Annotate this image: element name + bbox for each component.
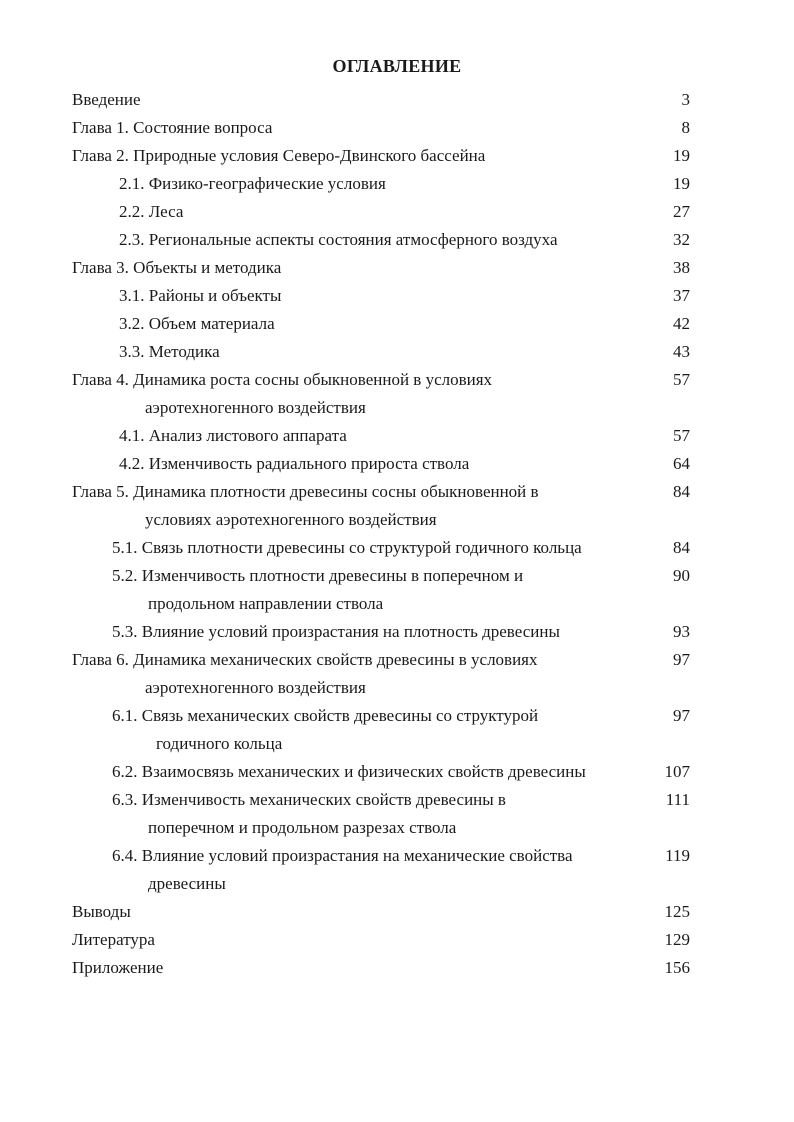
toc-entry-page-number: 19 xyxy=(673,146,690,165)
toc-entry-line: 4.2. Изменчивость радиального прироста ствола xyxy=(119,454,470,473)
toc-entry-title xyxy=(72,646,690,702)
toc-entry[interactable] xyxy=(72,898,690,926)
toc-entry-line: Глава 5. Динамика плотности древесины сосны обыкновенной в xyxy=(72,482,539,501)
toc-entry-title xyxy=(72,758,690,786)
toc-entry-continuation-line: древесины xyxy=(148,874,226,893)
toc-entry-line: 2.3. Региональные аспекты состояния атмосферного воздуха xyxy=(119,230,558,249)
toc-entry-continuation-line: аэротехногенного воздействия xyxy=(145,678,366,697)
table-of-contents xyxy=(72,86,690,982)
toc-entry-title xyxy=(72,842,690,898)
toc-entry-line: 6.2. Взаимосвязь механических и физических свойств древесины xyxy=(112,762,586,781)
toc-entry[interactable] xyxy=(72,926,690,954)
toc-entry-page-number: 38 xyxy=(673,258,690,277)
toc-entry-title xyxy=(72,534,690,562)
toc-entry-line: Литература xyxy=(72,930,155,949)
toc-entry-page-number: 129 xyxy=(664,930,690,949)
toc-entry-line: Глава 2. Природные условия Северо-Двинского бассейна xyxy=(72,146,486,165)
toc-entry-line: 3.1. Районы и объекты xyxy=(119,286,282,305)
toc-entry-page-number: 57 xyxy=(673,370,690,389)
toc-entry-title xyxy=(72,450,690,478)
toc-entry-page-number: 84 xyxy=(673,482,690,501)
toc-entry-page-number: 27 xyxy=(673,202,690,221)
toc-entry[interactable] xyxy=(72,366,690,422)
toc-entry-page-number: 107 xyxy=(664,762,690,781)
toc-entry-page-number: 8 xyxy=(681,118,690,137)
toc-entry-title xyxy=(72,786,690,842)
toc-entry-line: 5.3. Влияние условий произрастания на плотность древесины xyxy=(112,622,560,641)
toc-entry-continuation-line: продольном направлении ствола xyxy=(148,594,384,613)
toc-entry[interactable] xyxy=(72,758,690,786)
toc-entry-page-number: 32 xyxy=(673,230,690,249)
toc-entry-title xyxy=(72,702,690,758)
toc-entry-line: 2.1. Физико-географические условия xyxy=(119,174,386,193)
toc-entry[interactable] xyxy=(72,226,690,254)
toc-entry-title xyxy=(72,898,690,926)
toc-entry[interactable] xyxy=(72,310,690,338)
toc-entry[interactable] xyxy=(72,114,690,142)
toc-entry-line: 6.3. Изменчивость механических свойств древесины в xyxy=(112,790,506,809)
toc-entry[interactable] xyxy=(72,646,690,702)
toc-entry-page-number: 42 xyxy=(673,314,690,333)
toc-entry-line: Глава 6. Динамика механических свойств древесины в условиях xyxy=(72,650,538,669)
toc-entry[interactable] xyxy=(72,86,690,114)
toc-entry[interactable] xyxy=(72,702,690,758)
toc-entry-page-number: 37 xyxy=(673,286,690,305)
toc-entry-line: Выводы xyxy=(72,902,131,921)
toc-entry-page-number: 93 xyxy=(673,622,690,641)
toc-entry-line: 3.2. Объем материала xyxy=(119,314,275,333)
toc-entry-page-number: 64 xyxy=(673,454,690,473)
toc-entry-line: Глава 1. Состояние вопроса xyxy=(72,118,273,137)
toc-entry-page-number: 111 xyxy=(665,790,690,809)
toc-entry-title xyxy=(72,478,690,534)
toc-entry-line: Глава 4. Динамика роста сосны обыкновенной в условиях xyxy=(72,370,493,389)
toc-entry-page-number: 97 xyxy=(673,650,690,669)
toc-entry-continuation-line: условиях аэротехногенного воздействия xyxy=(145,510,437,529)
toc-entry-title xyxy=(72,562,690,618)
toc-entry-title xyxy=(72,254,690,282)
toc-entry-line: 5.2. Изменчивость плотности древесины в поперечном и xyxy=(112,566,524,585)
toc-entry-title xyxy=(72,114,690,142)
toc-entry-continuation-line: поперечном и продольном разрезах ствола xyxy=(148,818,457,837)
toc-entry-page-number: 156 xyxy=(664,958,690,977)
toc-entry-title xyxy=(72,366,690,422)
toc-entry-page-number: 97 xyxy=(673,706,690,725)
toc-entry-title xyxy=(72,954,690,982)
toc-entry-line: 6.1. Связь механических свойств древесины со структурой xyxy=(112,706,539,725)
toc-entry-continuation-line: годичного кольца xyxy=(156,734,283,753)
toc-entry[interactable] xyxy=(72,534,690,562)
toc-entry-line: 2.2. Леса xyxy=(119,202,184,221)
toc-entry-page-number: 19 xyxy=(673,174,690,193)
toc-entry-title xyxy=(72,198,690,226)
toc-entry-line: Приложение xyxy=(72,958,164,977)
toc-entry-title xyxy=(72,926,690,954)
toc-entry-title xyxy=(72,422,690,450)
page-title: ОГЛАВЛЕНИЕ xyxy=(332,56,462,76)
toc-entry[interactable] xyxy=(72,618,690,646)
toc-entry-line: 4.1. Анализ листового аппарата xyxy=(119,426,347,445)
toc-entry-page-number: 3 xyxy=(681,90,690,109)
toc-entry[interactable] xyxy=(72,198,690,226)
toc-entry-page-number: 90 xyxy=(673,566,690,585)
toc-entry-page-number: 119 xyxy=(665,846,690,865)
toc-entry-title xyxy=(72,170,690,198)
toc-entry-title xyxy=(72,282,690,310)
toc-entry-page-number: 84 xyxy=(673,538,690,557)
toc-entry-title xyxy=(72,226,690,254)
toc-entry[interactable] xyxy=(72,478,690,534)
toc-entry[interactable] xyxy=(72,562,690,618)
toc-entry[interactable] xyxy=(72,282,690,310)
toc-entry-title xyxy=(72,86,690,114)
toc-entry-continuation-line: аэротехногенного воздействия xyxy=(145,398,366,417)
toc-entry-title xyxy=(72,142,690,170)
toc-entry-page-number: 43 xyxy=(673,342,690,361)
toc-entry[interactable] xyxy=(72,842,690,898)
toc-entry[interactable] xyxy=(72,170,690,198)
toc-entry-line: 6.4. Влияние условий произрастания на механические свойства xyxy=(112,846,573,865)
toc-entry[interactable] xyxy=(72,422,690,450)
toc-entry-title xyxy=(72,618,690,646)
toc-entry-page-number: 125 xyxy=(664,902,690,921)
toc-entry[interactable] xyxy=(72,254,690,282)
toc-entry-title xyxy=(72,310,690,338)
toc-entry-line: Введение xyxy=(72,90,141,109)
toc-entry[interactable] xyxy=(72,142,690,170)
toc-entry-line: 3.3. Методика xyxy=(119,342,220,361)
toc-entry-title xyxy=(72,338,690,366)
toc-entry[interactable] xyxy=(72,954,690,982)
toc-entry[interactable] xyxy=(72,786,690,842)
toc-entry-line: 5.1. Связь плотности древесины со структурой годичного кольца xyxy=(112,538,582,557)
toc-entry[interactable] xyxy=(72,338,690,366)
toc-entry[interactable] xyxy=(72,450,690,478)
toc-entry-line: Глава 3. Объекты и методика xyxy=(72,258,282,277)
toc-entry-page-number: 57 xyxy=(673,426,690,445)
